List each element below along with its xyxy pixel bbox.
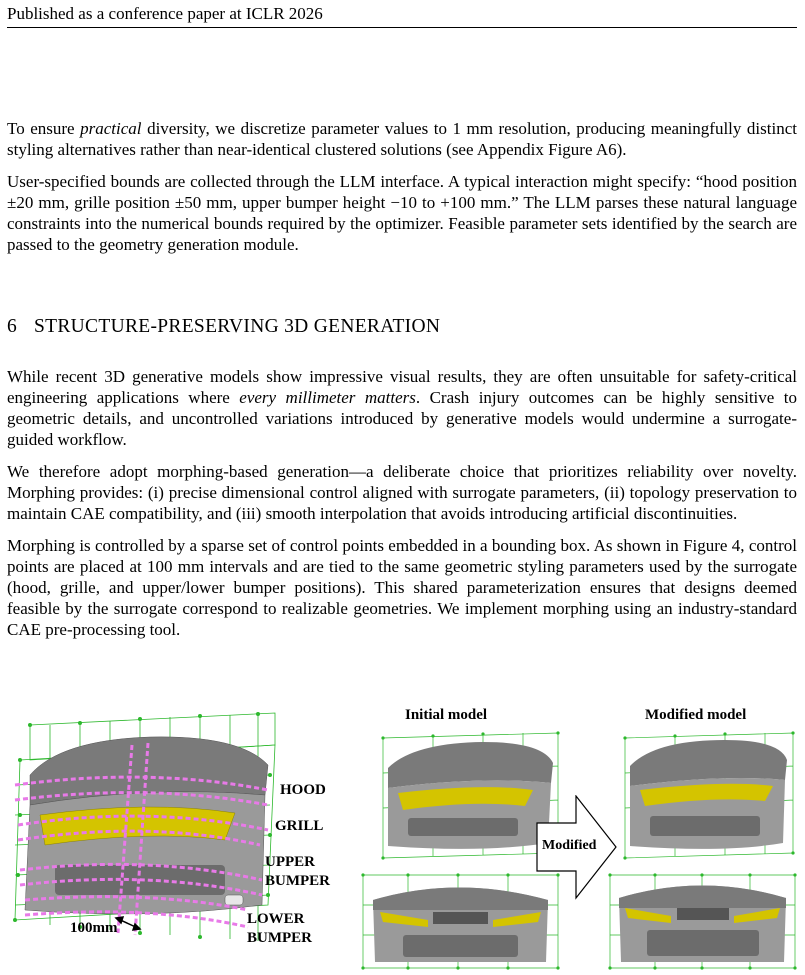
- label-spacing: 100mm: [70, 920, 118, 936]
- arrow-label: Modified: [542, 838, 597, 853]
- paragraph: [7, 366, 797, 450]
- modified-model-title: Modified model: [645, 707, 747, 723]
- car-fog-light: [225, 895, 243, 905]
- section-title: STRUCTURE-PRESERVING 3D GENERATION: [34, 316, 441, 337]
- initial-car-front: [358, 870, 563, 972]
- label-hood: HOOD: [280, 782, 326, 798]
- text-span: diversity, we discretize parameter values to 1 mm resolution, producing meaningfully distinct styling alternatives rather than near-identical clustered solutions (see Appendix Figure A6).: [7, 119, 797, 159]
- text-span: User-specified bounds are collected through the LLM interface. A typical interaction might specify: “hood position ±20 mm, grille position ±50 mm, upper bumper height −10 to +100 mm.” The LLM parses these natural language constraints into the numerical bounds required by the optimizer. Feasible parameter sets identified by the search are passed to the geometry generation module.: [7, 172, 797, 254]
- emphasis-text: practical: [80, 119, 142, 138]
- paragraph: [7, 171, 797, 255]
- label-upper-bumper-line1: UPPER: [265, 854, 315, 870]
- label-lower-bumper-line1: LOWER: [247, 911, 305, 927]
- initial-model-title: Initial model: [405, 707, 488, 723]
- section-heading: [7, 314, 440, 340]
- paragraph: [7, 118, 797, 160]
- label-upper-bumper-line2: BUMPER: [265, 873, 330, 889]
- label-grill: GRILL: [275, 818, 324, 834]
- emphasis-text: every millimeter matters: [239, 388, 416, 407]
- text-span: To ensure: [7, 119, 81, 138]
- paragraph: [7, 461, 797, 524]
- figure-morphing: [0, 700, 805, 975]
- paragraph: [7, 535, 797, 640]
- text-span: While recent 3D generative models show impressive visual results, they are often unsuitable for safety-critical engineering applications where: [7, 367, 797, 407]
- body-text-top: [7, 118, 797, 266]
- running-head: Published as a conference paper at ICLR 2026: [7, 0, 797, 28]
- modified-car-angled: [615, 728, 800, 863]
- label-lower-bumper-line2: BUMPER: [247, 930, 312, 946]
- modified-car-front: [605, 870, 800, 972]
- body-text-bottom: [7, 366, 797, 651]
- text-span: We therefore adopt morphing-based generation—a deliberate choice that prioritizes reliability over novelty. Morphing provides: (i) precise dimensional control aligned with surrogate parameters, (ii) topology preservation to maintain CAE compatibility, and (iii) smooth interpolation that avoids introducing artificial discontinuities.: [7, 462, 797, 523]
- text-span: . Crash injury outcomes can be highly sensitive to geometric details, and uncontrolled variations introduced by generative models would undermine a surrogate-guided workflow.: [7, 388, 798, 449]
- text-span: Morphing is controlled by a sparse set of control points embedded in a bounding box. As shown in Figure 4, control points are placed at 100 mm intervals and are tied to the same geometric styling parameters used by the surrogate (hood, grille, and upper/lower bumper positions). This shared parameterization ensures that designs deemed feasible by the surrogate correspond to realizable geometries. We implement morphing using an industry-standard CAE pre-processing tool.: [7, 536, 797, 639]
- section-number: 6: [7, 316, 18, 337]
